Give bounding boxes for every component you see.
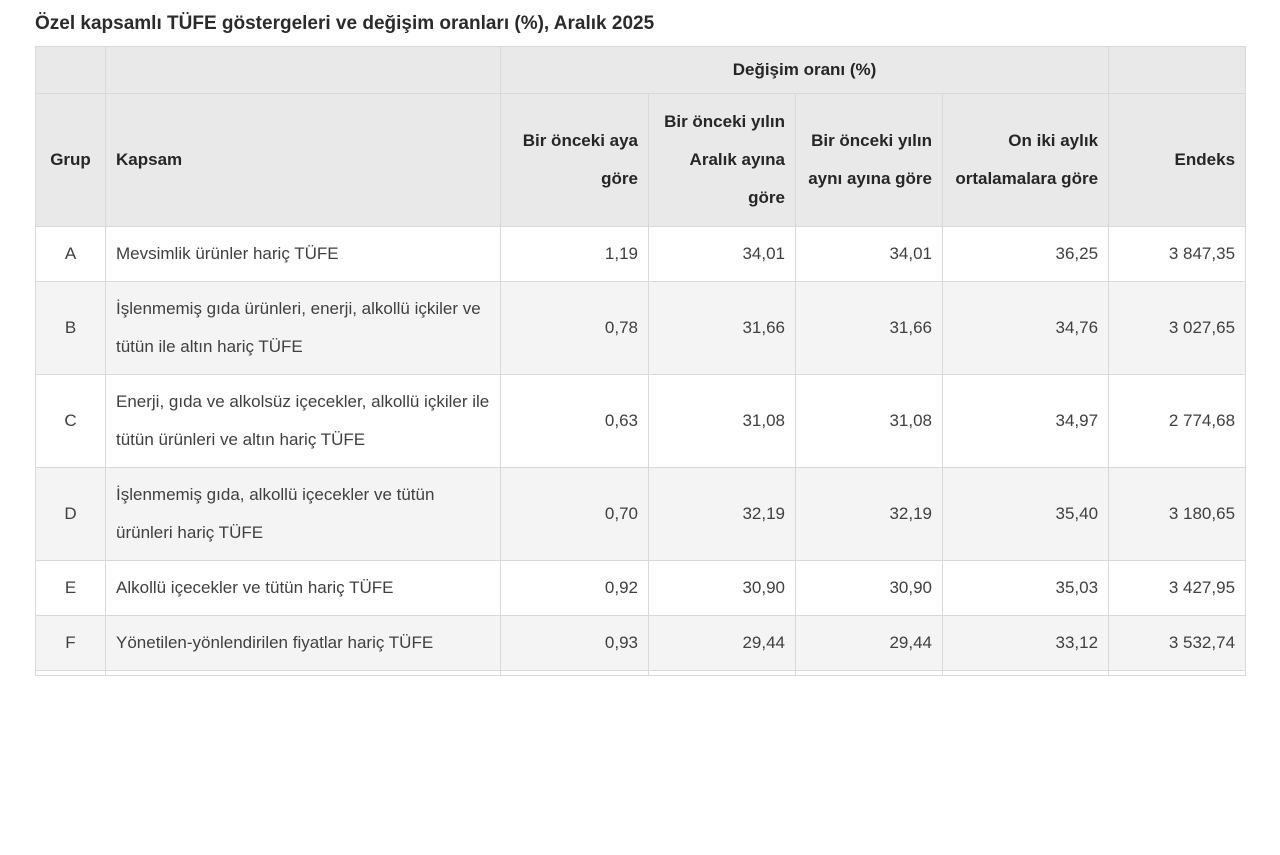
cell-vs-prev-december: 29,44 (649, 616, 796, 671)
cell-endeks: 3 847,35 (1109, 227, 1246, 282)
cell-vs-same-month-prev-year: 31,08 (796, 375, 943, 468)
cell-grup: D (36, 468, 106, 561)
cell-vs-same-month-prev-year: 29,44 (796, 616, 943, 671)
cell-endeks: 3 180,65 (1109, 468, 1246, 561)
cell-kapsam: Yönetilen-yönlendirilen fiyatlar hariç TÜFE (106, 616, 501, 671)
cell-vs-same-month-prev-year: 32,19 (796, 468, 943, 561)
cell-grup: C (36, 375, 106, 468)
cell-twelve-month-avg: 35,03 (943, 561, 1109, 616)
cell-endeks: 3 427,95 (1109, 561, 1246, 616)
cell-vs-prev-december: 30,90 (649, 561, 796, 616)
cell-vs-prev-december: 31,66 (649, 282, 796, 375)
cell-vs-prev-december: 31,08 (649, 375, 796, 468)
cell-vs-same-month-prev-year: 34,01 (796, 227, 943, 282)
cell-twelve-month-avg: 36,25 (943, 227, 1109, 282)
cell-twelve-month-avg: 35,40 (943, 468, 1109, 561)
col-header-endeks: Endeks (1109, 94, 1246, 227)
table-header-row (36, 94, 1246, 227)
page-title: Özel kapsamlı TÜFE göstergeleri ve değişim oranları (%), Aralık 2025 (35, 13, 655, 34)
table-row-d (36, 468, 1246, 561)
cell-endeks: 3 532,74 (1109, 616, 1246, 671)
cell-vs-same-month-prev-year: 30,90 (796, 561, 943, 616)
cell-monthly-change: 0,70 (501, 468, 649, 561)
table-row-cutoff (36, 671, 1246, 676)
cell-vs-prev-december: 34,01 (649, 227, 796, 282)
cell-endeks: 2 774,68 (1109, 375, 1246, 468)
cell-twelve-month-avg: 34,76 (943, 282, 1109, 375)
cell-monthly-change: 0,63 (501, 375, 649, 468)
group-header-degisim-orani: Değişim oranı (%) (501, 47, 1109, 94)
cell-grup: B (36, 282, 106, 375)
cell-twelve-month-avg: 34,97 (943, 375, 1109, 468)
cell-monthly-change: 1,19 (501, 227, 649, 282)
cell-kapsam: İşlenmemiş gıda, alkollü içecekler ve tütün ürünleri hariç TÜFE (106, 468, 501, 561)
col-header-kapsam: Kapsam (106, 94, 501, 227)
cell-monthly-change: 0,92 (501, 561, 649, 616)
cell-kapsam: Enerji, gıda ve alkolsüz içecekler, alkollü içkiler ile tütün ürünleri ve altın hariç TÜFE (106, 375, 501, 468)
tufe-indicators-table (35, 46, 1246, 676)
cell-monthly-change: 0,93 (501, 616, 649, 671)
header-spacer-grup (36, 47, 106, 94)
cell-monthly-change: 0,78 (501, 282, 649, 375)
cell-vs-prev-december: 32,19 (649, 468, 796, 561)
col-header-monthly-change: Bir önceki aya göre (501, 94, 649, 227)
table-row-f (36, 616, 1246, 671)
table-row-c (36, 375, 1246, 468)
col-header-twelve-month-avg: On iki aylık ortalamalara göre (943, 94, 1109, 227)
cell-grup: E (36, 561, 106, 616)
cell-endeks: 3 027,65 (1109, 282, 1246, 375)
cell-twelve-month-avg: 33,12 (943, 616, 1109, 671)
col-header-grup: Grup (36, 94, 106, 227)
table-row-a (36, 227, 1246, 282)
header-spacer-endeks (1109, 47, 1246, 94)
col-header-vs-same-month-prev-year: Bir önceki yılın aynı ayına göre (796, 94, 943, 227)
col-header-vs-prev-december: Bir önceki yılın Aralık ayına göre (649, 94, 796, 227)
cell-kapsam: Alkollü içecekler ve tütün hariç TÜFE (106, 561, 501, 616)
header-spacer-kapsam (106, 47, 501, 94)
cell-grup: F (36, 616, 106, 671)
table-row-e (36, 561, 1246, 616)
table-group-header-row (36, 47, 1246, 94)
cell-kapsam: İşlenmemiş gıda ürünleri, enerji, alkollü içkiler ve tütün ile altın hariç TÜFE (106, 282, 501, 375)
cell-vs-same-month-prev-year: 31,66 (796, 282, 943, 375)
table-row-b (36, 282, 1246, 375)
cell-kapsam: Mevsimlik ürünler hariç TÜFE (106, 227, 501, 282)
cell-grup: A (36, 227, 106, 282)
